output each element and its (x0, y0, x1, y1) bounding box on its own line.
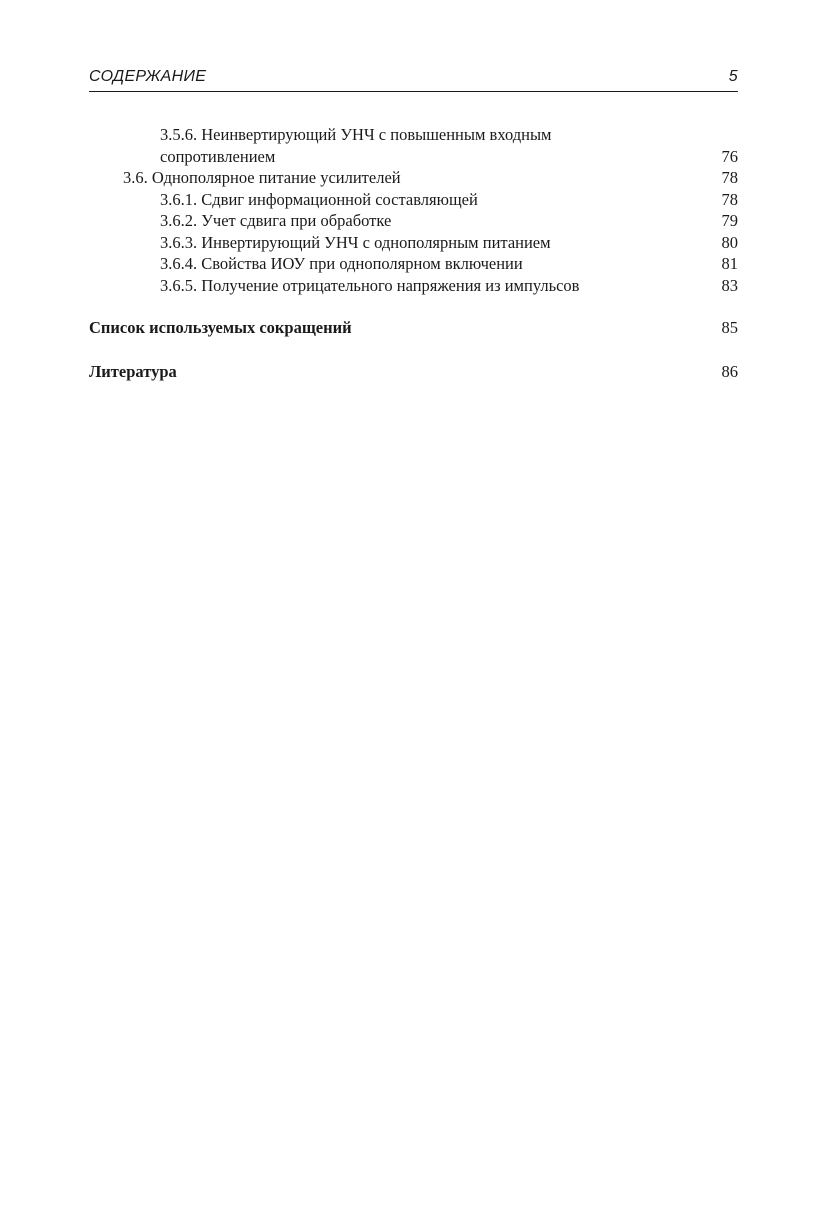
toc-entry-label: Список используемых сокращений (89, 318, 352, 337)
toc-entry-3-6-3[interactable] (89, 232, 738, 254)
toc-entry-3-6[interactable] (89, 167, 738, 189)
toc-entry-page: 81 (721, 254, 738, 273)
toc-entry-page: 80 (721, 232, 738, 252)
toc-entry-page: 85 (721, 318, 738, 337)
running-header-page-number: 5 (728, 68, 738, 85)
toc-entry-literature[interactable] (89, 361, 738, 383)
toc-entry-3-5-6-line-1 (89, 124, 738, 146)
toc-entry-3-6-5[interactable] (89, 275, 738, 297)
toc-entry-3-5-6[interactable] (89, 146, 738, 168)
toc-entry-abbreviations[interactable] (89, 317, 738, 339)
toc-entry-label: сопротивлением (160, 146, 276, 166)
toc-entry-page: 83 (721, 275, 738, 295)
toc-entry-label: 3.6.5. Получение отрицательного напряжения из импульсов (160, 275, 580, 295)
toc-entry-label: 3.6.4. Свойства ИОУ при однополярном включении (160, 254, 523, 273)
toc-entry-page: 78 (721, 189, 738, 209)
toc-entry-3-6-4[interactable] (89, 253, 738, 275)
toc-entry-label: 3.6. Однополярное питание усилителей (123, 168, 401, 187)
toc-entry-label: Литература (89, 361, 177, 381)
running-header-title: СОДЕРЖАНИЕ (89, 68, 207, 85)
toc-entry-label: 3.6.1. Сдвиг информационной составляющей (160, 189, 478, 209)
running-header (89, 68, 738, 90)
toc-entry-page: 86 (721, 361, 738, 381)
toc-entry-3-6-1[interactable] (89, 189, 738, 211)
toc-entry-page: 79 (721, 211, 738, 230)
toc-entry-label: 3.5.6. Неинвертирующий УНЧ с повышенным входным (160, 125, 552, 144)
toc-entry-label: 3.6.2. Учет сдвига при обработке (160, 211, 392, 230)
toc-entry-3-6-2[interactable] (89, 210, 738, 232)
table-of-contents (89, 124, 738, 382)
toc-entry-page: 76 (721, 146, 738, 166)
header-rule (89, 91, 738, 92)
toc-entry-page: 78 (721, 168, 738, 187)
toc-entry-label: 3.6.3. Инвертирующий УНЧ с однополярным питанием (160, 232, 551, 252)
